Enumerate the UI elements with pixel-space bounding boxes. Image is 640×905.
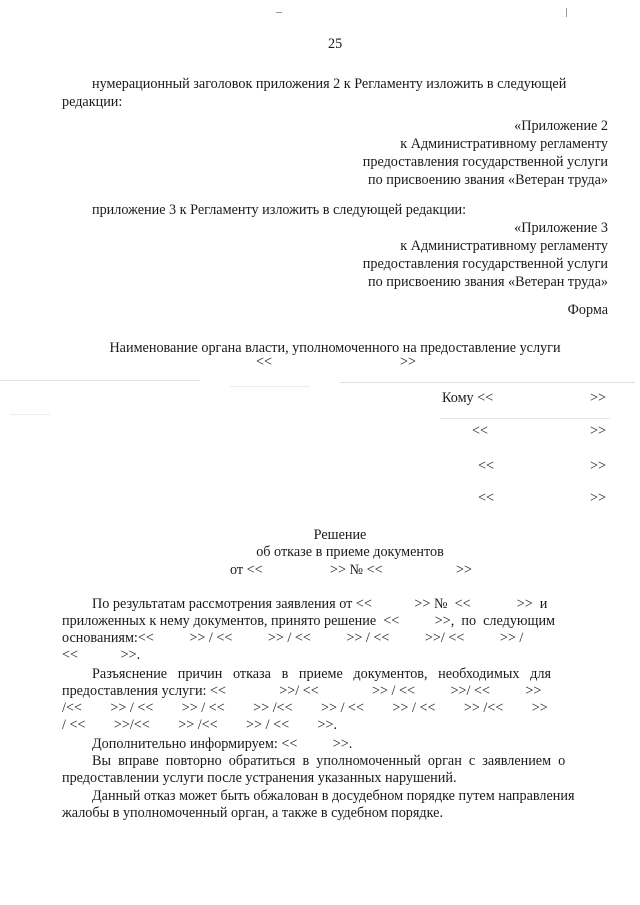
- scan-noise: [440, 418, 610, 419]
- recipient-row-3-open: <<: [478, 490, 495, 506]
- appendix-3-line-1: «Приложение 3: [514, 220, 608, 236]
- decision-number: >> № <<: [330, 562, 383, 578]
- intro-paragraph-2: приложение 3 к Регламенту изложить в следующей редакции:: [92, 202, 467, 218]
- appendix-3-line-3: предоставления государственной услуги: [362, 256, 608, 272]
- scan-noise: [10, 414, 50, 415]
- body-p4-line-2: предоставлении услуги после устранения указанных нарушений.: [62, 770, 457, 786]
- intro-paragraph-1-line-2: редакции:: [62, 94, 123, 110]
- scan-noise: [0, 380, 200, 381]
- recipient-row-3-close: >>: [590, 490, 607, 506]
- decision-from: от <<: [230, 562, 263, 578]
- recipient-row-1-open: <<: [472, 423, 489, 439]
- appendix-3-line-4: по присвоению звания «Ветеран труда»: [368, 274, 608, 290]
- decision-title: Решение: [313, 527, 367, 543]
- scan-noise: [340, 382, 635, 383]
- body-p2-line-2: предоставления услуги: << >>/ << >> / << >>/ << >>: [62, 683, 542, 699]
- body-p1-line-3: основаниям:<< >> / << >> / << >> / << >>/ << >> /: [62, 630, 524, 646]
- appendix-2-line-2: к Административному регламенту: [400, 136, 608, 152]
- recipient-komu-close: >>: [590, 390, 607, 406]
- page-number: 25: [328, 36, 343, 52]
- body-p1-line-1: По результатам рассмотрения заявления от << >> № << >> и: [92, 596, 548, 612]
- body-p5-line-1: Данный отказ может быть обжалован в досудебном порядке путем направления: [92, 788, 575, 804]
- recipient-row-2-open: <<: [478, 458, 495, 474]
- recipient-row-1-close: >>: [590, 423, 607, 439]
- body-p2-line-4: / << >>/<< >> /<< >> / << >>.: [62, 717, 338, 733]
- scan-mark: [566, 8, 567, 17]
- body-p1-line-2: приложенных к нему документов, принято решение << >>, по следующим: [62, 613, 556, 629]
- body-p2-line-3: /<< >> / << >> / << >> /<< >> / << >> / << >> /<< >>: [62, 700, 548, 716]
- form-label: Форма: [567, 302, 608, 318]
- appendix-3-line-2: к Административному регламенту: [400, 238, 608, 254]
- scan-noise: [230, 386, 310, 387]
- authority-placeholder-open: <<: [256, 354, 273, 370]
- decision-close: >>: [456, 562, 473, 578]
- authority-line: Наименование органа власти, уполномоченного на предоставление услуги: [109, 340, 561, 356]
- authority-placeholder-close: >>: [400, 354, 417, 370]
- appendix-2-line-4: по присвоению звания «Ветеран труда»: [368, 172, 608, 188]
- body-p1-line-4: << >>.: [62, 647, 141, 663]
- appendix-2-line-1: «Приложение 2: [514, 118, 608, 134]
- scan-mark: [276, 12, 282, 13]
- recipient-row-2-close: >>: [590, 458, 607, 474]
- decision-subtitle: об отказе в приеме документов: [256, 544, 444, 560]
- intro-paragraph-1-line-1: нумерационный заголовок приложения 2 к Регламенту изложить в следующей: [92, 76, 567, 92]
- body-p4-line-1: Вы вправе повторно обратиться в уполномоченный орган с заявлением о: [92, 753, 566, 769]
- body-p2-line-1: Разъяснение причин отказа в приеме документов, необходимых для: [92, 666, 551, 682]
- body-p5-line-2: жалобы в уполномоченный орган, а также в судебном порядке.: [62, 805, 444, 821]
- body-p3: Дополнительно информируем: << >>.: [92, 736, 353, 752]
- recipient-komu: Кому <<: [442, 390, 494, 406]
- appendix-2-line-3: предоставления государственной услуги: [362, 154, 608, 170]
